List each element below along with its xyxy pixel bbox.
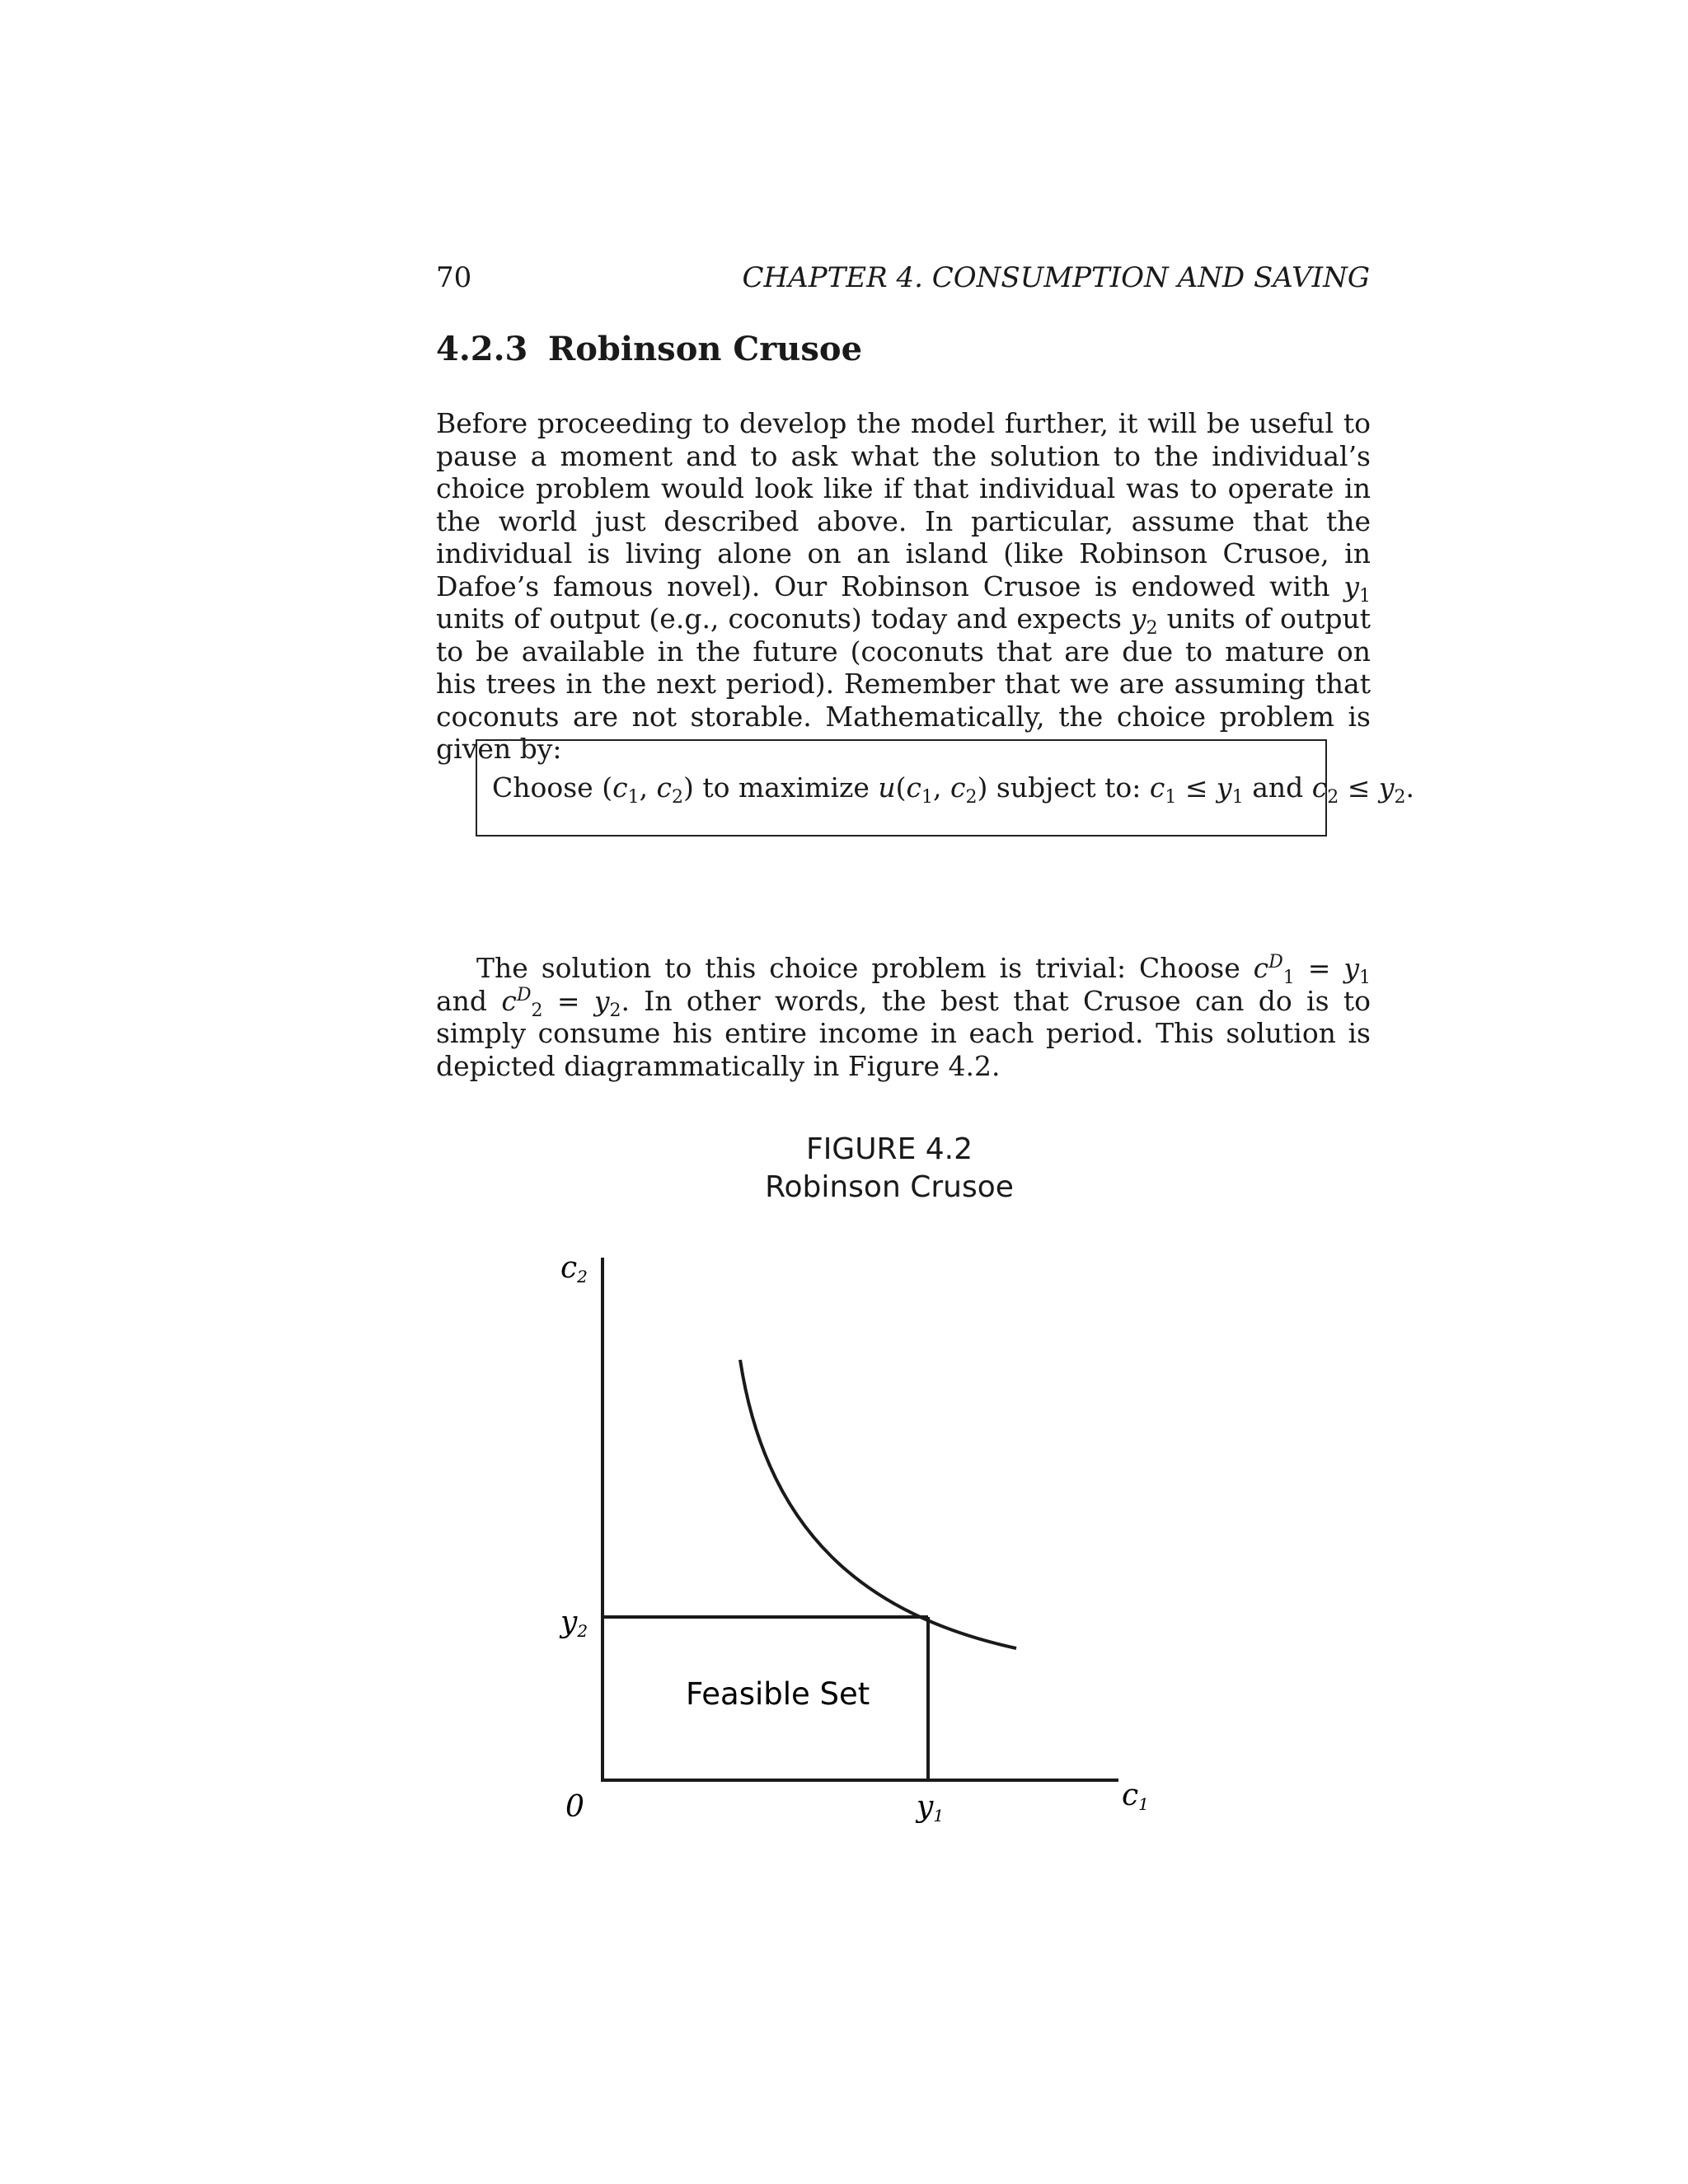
y-tick-label: y2 [560,1605,588,1641]
feasible-set-label: Feasible Set [686,1676,870,1712]
indifference-curve [740,1360,1016,1648]
section-title: Robinson Crusoe [548,330,863,368]
page-number: 70 [436,261,472,294]
y-axis-label: c2 [560,1251,588,1286]
figure-label: FIGURE 4.2 [805,1132,973,1166]
figure-caption: Robinson Crusoe [765,1170,1014,1204]
paragraph-1-text: Before proceeding to develop the model further, it will be useful to pause a moment and to ask what the solution to the individual’s choice problem would look like if that individual was to operate in the world just described above. In particular, assume that the individual is living alone on an island (like Robinson Crusoe, in Dafoe’s famous novel). Our Robinson Crusoe is endowed with $y_1$ units of output (e.g., coconuts) today and expects $y_2$ units of output to be available in the future (coconuts that are due to mature on his trees in the next period). Remember that we are assuming that coconuts are not storable. Mathematically, the choice problem is given by: [436,407,1371,765]
boxed-problem: Choose ($c_1$, $c_2$) to maximize $u(c_1$, $c_2$) subject to: $c_1 \le y_1$ and $c_2 \le y_2$. [492,771,1415,808]
x-tick-label: y1 [917,1790,945,1825]
origin-label: 0 [565,1790,584,1824]
paragraph-2-text: The solution to this choice problem is trivial: Choose $c^D_1 = y_1$ and $c^D_2 = y_2$. In other words, the best that Crusoe can do is to simply consume his entire income in each period. This solution is depicted diagrammatically in Figure 4.2. [436,952,1371,1082]
running-title: CHAPTER 4. CONSUMPTION AND SAVING [742,261,1370,294]
section-number: 4.2.3 [436,330,528,368]
x-axis-label: c1 [1122,1779,1149,1814]
